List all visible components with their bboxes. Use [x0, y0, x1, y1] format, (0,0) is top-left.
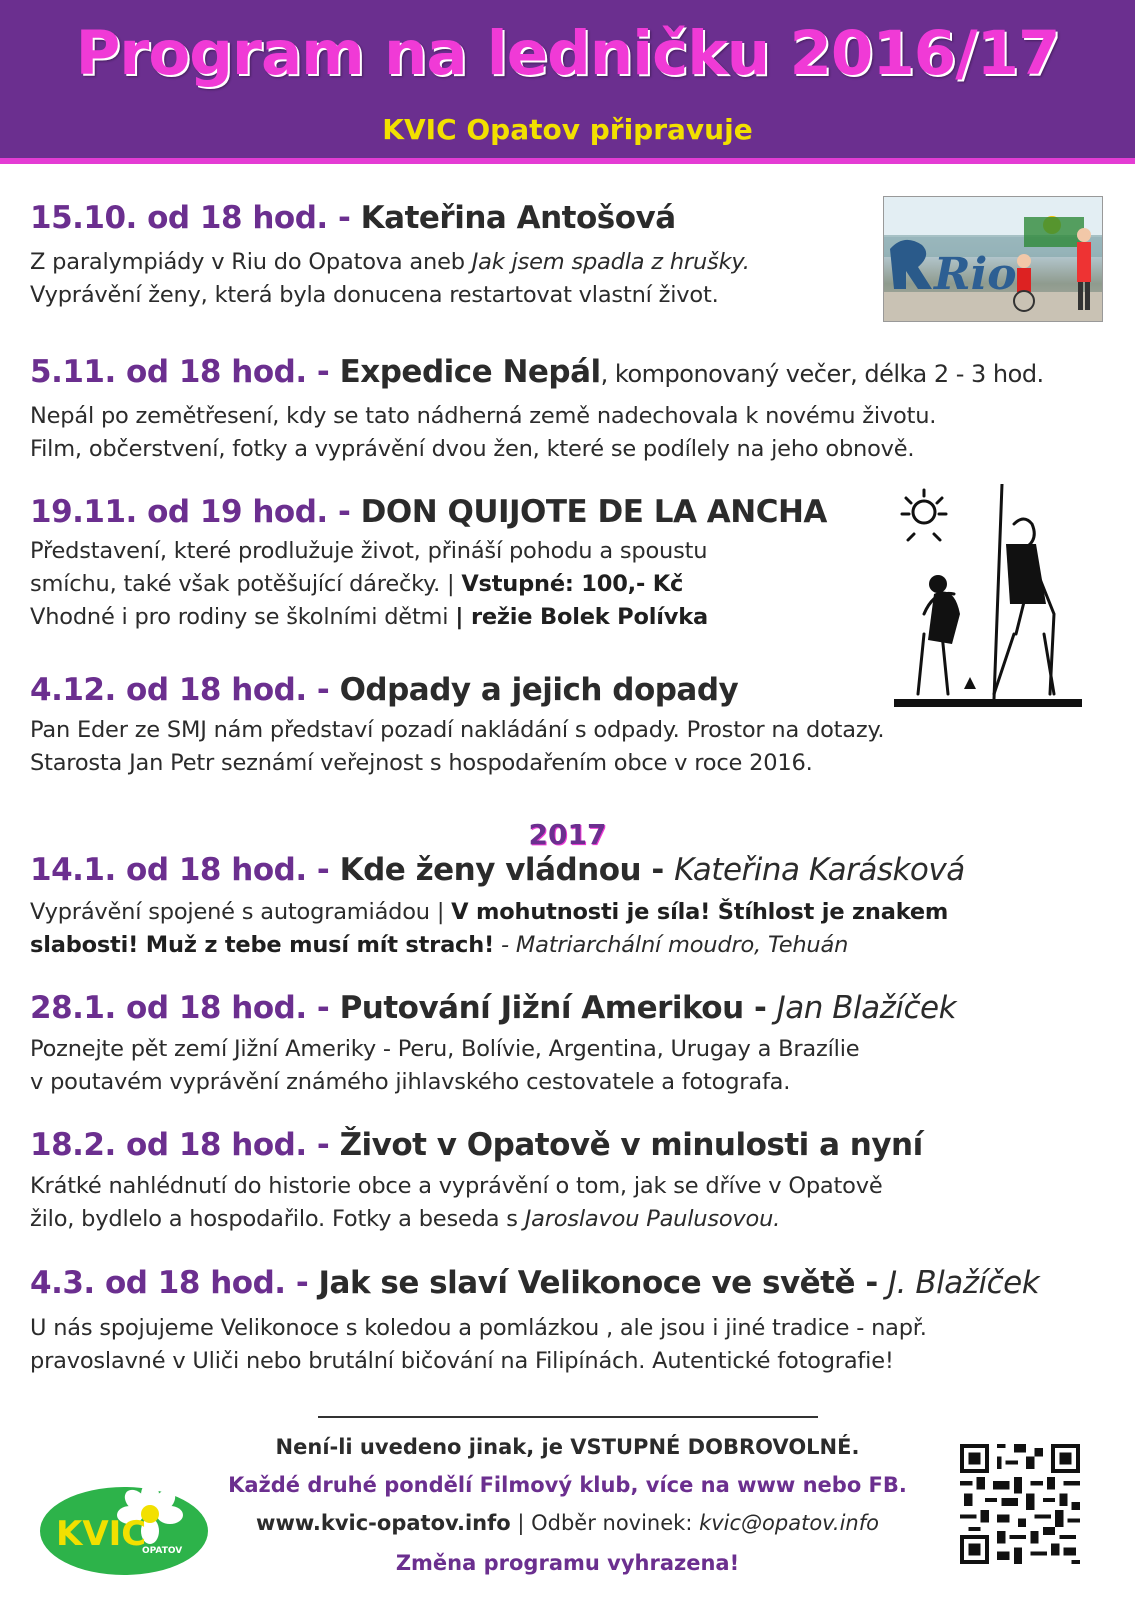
desc-text: Film, občerstvení, fotky a vyprávění dvou žen, které se podílely na jeho obnově. [30, 436, 915, 462]
event-description [30, 1312, 1039, 1378]
desc-text: pravoslavné v Uliči nebo brutální bičování na Filipínách. Autentické fotografie! [30, 1348, 894, 1374]
event-heading [30, 670, 884, 710]
event-katerina-antosova [30, 198, 750, 312]
desc-text: Vyprávění ženy, která byla donucena restartovat vlastní život. [30, 282, 719, 308]
event-heading [30, 1125, 923, 1165]
heading-dash: - [743, 990, 777, 1026]
event-kde-zeny-vladnou [30, 850, 965, 962]
heading-dash: - [641, 852, 675, 888]
desc-text: v poutavém vyprávění známého jihlavského cestovatele a fotografa. [30, 1069, 791, 1095]
footer-change-note: Změna programu vyhrazena! [395, 1551, 740, 1575]
desc-text: Krátké nahlédnutí do historie obce a vyprávění o tom, jak se dříve v Opatově [30, 1173, 883, 1199]
event-expedice-nepal [30, 352, 1044, 466]
event-heading [30, 198, 750, 238]
event-date: 5.11. od 18 hod. - [30, 354, 330, 390]
footer-film-club: Každé druhé pondělí Filmový klub, více na www nebo FB. [228, 1473, 907, 1497]
email-link[interactable]: kvic@opatov.info [699, 1511, 879, 1535]
event-description [30, 246, 750, 312]
event-date: 4.3. od 18 hod. - [30, 1265, 309, 1301]
desc-text: U nás spojujeme Velikonoce s koledou a pomlázkou , ale jsou i jiné tradice - např. [30, 1315, 927, 1341]
header-banner [0, 0, 1135, 164]
event-heading [30, 988, 956, 1028]
event-author: Kateřina Karásková [674, 852, 965, 888]
desc-italic: Jaroslavou Paulusovou. [524, 1206, 781, 1232]
event-suffix: , komponovaný večer, délka 2 - 3 hod. [600, 360, 1044, 388]
ticket-price: Vstupné: 100,- Kč [461, 571, 684, 597]
event-date: 19.11. od 19 hod. - [30, 494, 351, 530]
event-author: Jan Blažíček [776, 990, 957, 1026]
event-velikonoce [30, 1263, 1039, 1378]
page-subtitle: KVIC Opatov připravuje [382, 113, 753, 146]
event-date: 28.1. od 18 hod. - [30, 990, 330, 1026]
desc-text: smíchu, také však potěšující dárečky. | [30, 571, 462, 597]
desc-italic: - Matriarchální moudro, Tehuán [494, 932, 849, 958]
event-description [30, 896, 965, 962]
desc-text: Nepál po zemětřesení, kdy se tato nádherná země nadechovala k novému životu. [30, 403, 937, 429]
svg-text:Rio: Rio [934, 249, 1017, 300]
event-description [30, 714, 884, 780]
event-title: Jak se slaví Velikonoce ve světě [318, 1265, 856, 1301]
qr-code[interactable] [960, 1444, 1080, 1564]
website-link[interactable]: www.kvic-opatov.info [256, 1511, 511, 1535]
event-heading [30, 850, 965, 890]
event-description [30, 1033, 956, 1099]
event-heading [30, 352, 1044, 394]
director: | režie Bolek Polívka [455, 604, 708, 630]
event-date: 14.1. od 18 hod. - [30, 852, 330, 888]
event-date: 18.2. od 18 hod. - [30, 1127, 330, 1163]
desc-text: Vyprávění spojené s autogramiádou | [30, 899, 452, 925]
footer-entry-note: Není-li uvedeno jinak, je VSTUPNÉ DOBROVOLNÉ. [275, 1435, 860, 1459]
desc-text: žilo, bydlelo a hospodařilo. Fotky a beseda s [30, 1206, 525, 1232]
svg-text:OPATOV: OPATOV [142, 1546, 183, 1556]
event-title: Kde ženy vládnou [339, 852, 642, 888]
event-description [30, 535, 827, 634]
kvic-logo [38, 1481, 210, 1577]
event-title: Putování Jižní Amerikou [339, 990, 744, 1026]
event-putovani-jizni-amerikou [30, 988, 956, 1099]
event-date: 4.12. od 18 hod. - [30, 672, 330, 708]
event-description [30, 1170, 923, 1236]
event-heading [30, 1263, 1039, 1303]
event-title: DON QUIJOTE DE LA ANCHA [360, 494, 827, 530]
svg-text:KVIC: KVIC [56, 1514, 147, 1554]
desc-text: Starosta Jan Petr seznámí veřejnost s hospodařením obce v roce 2016. [30, 750, 813, 776]
event-description [30, 400, 1044, 466]
desc-bold: V mohutnosti je síla! Štíhlost je znakem [451, 899, 949, 925]
heading-dash: - [855, 1265, 888, 1301]
event-date: 15.10. od 18 hod. - [30, 200, 351, 236]
desc-italic: Jak jsem spadla z hrušky. [471, 249, 750, 275]
event-author: J. Blažíček [887, 1265, 1040, 1301]
event-zivot-v-opatove [30, 1125, 923, 1236]
desc-text: Z paralympiády v Riu do Opatova aneb [30, 249, 472, 275]
event-title: Kateřina Antošová [360, 200, 676, 236]
desc-text: Vhodné i pro rodiny se školními dětmi [30, 604, 456, 630]
event-odpady [30, 670, 884, 780]
event-title: Odpady a jejich dopady [339, 672, 739, 708]
event-don-quijote [30, 492, 827, 634]
page-title: Program na ledničku 2016/17 [75, 18, 1060, 89]
footer-divider [318, 1416, 818, 1418]
year-divider: 2017 [528, 818, 607, 851]
event-heading [30, 492, 827, 532]
rio-sign-image [884, 197, 1102, 321]
desc-text: Pan Eder ze SMJ nám představí pozadí nakládání s odpady. Prostor na dotazy. [30, 717, 885, 743]
desc-text: Poznejte pět zemí Jižní Ameriky - Peru, Bolívie, Argentina, Urugay a Brazílie [30, 1036, 860, 1062]
desc-text: Představení, které prodlužuje život, přináší pohodu a spoustu [30, 538, 708, 564]
event-title: Expedice Nepál [339, 354, 601, 390]
event-title: Život v Opatově v minulosti a nyní [339, 1127, 923, 1163]
footer-separator: | Odběr novinek: [510, 1511, 700, 1535]
desc-bold: slabosti! Muž z tebe musí mít strach! [30, 932, 495, 958]
rio-photo [883, 196, 1103, 322]
don-quixote-sketch [894, 484, 1082, 714]
